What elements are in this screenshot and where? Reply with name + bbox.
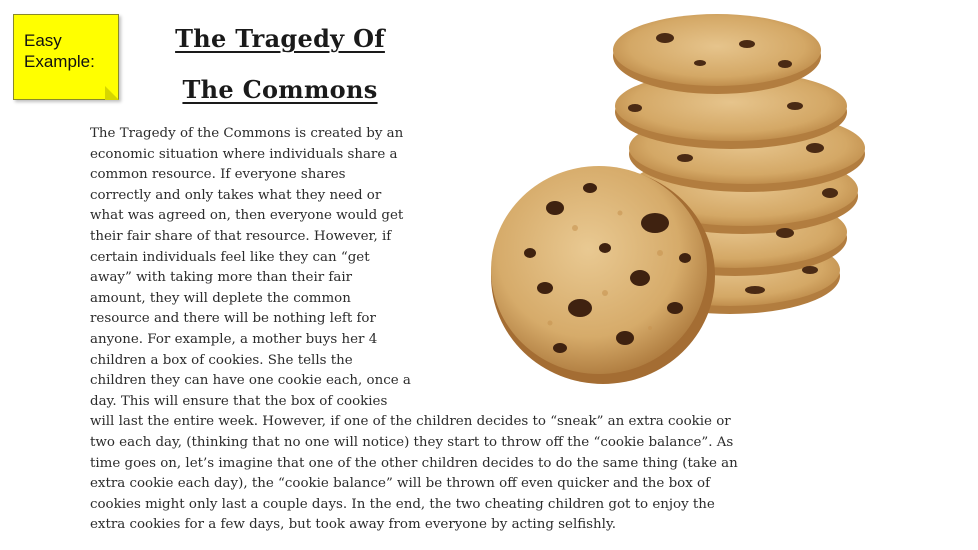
page-title-line-2: The Commons	[182, 75, 378, 104]
paragraph-line: The Tragedy of the Commons is created by an	[90, 126, 404, 141]
page-title-line-1: The Tragedy Of	[175, 24, 385, 53]
paragraph-line: anyone. For example, a mother buys her 4	[90, 331, 378, 347]
paragraph-line: amount, they will deplete the common	[90, 290, 351, 306]
sticky-note-fold-corner	[105, 86, 119, 100]
paragraph-line: cookies might only last a couple days. In the end, the two cheating children got to enjoy the	[90, 496, 715, 512]
paragraph-line: extra cookie each day), the “cookie balance” will be thrown off even quicker and the box of	[90, 476, 711, 492]
paragraph-line: children a box of cookies. She tells the	[90, 352, 353, 368]
paragraph-line: economic situation where individuals share a	[90, 146, 398, 162]
paragraph-line: extra cookies for a few days, but took away from everyone by acting selfishly.	[90, 517, 616, 533]
sticky-note-line-2: Example:	[24, 52, 95, 71]
easy-example-sticky-note	[13, 14, 119, 100]
paragraph-line: two each day, (thinking that no one will notice) they start to throw off the “cookie balance”. As	[90, 434, 734, 450]
body-paragraph	[90, 124, 738, 536]
paragraph-line: their fair share of that resource. However, if	[90, 228, 392, 244]
sticky-note-line-1: Easy	[24, 31, 62, 50]
paragraph-line: resource and there will be nothing left for	[90, 311, 376, 327]
paragraph-line: away” with taking more than their fair	[90, 270, 353, 286]
paragraph-line: will last the entire week. However, if one of the children decides to “sneak” an extra cookie or	[90, 414, 731, 430]
paragraph-line: children they can have one cookie each, once a	[90, 373, 411, 389]
paragraph-line: what was agreed on, then everyone would get	[90, 208, 404, 224]
paragraph-line: common resource. If everyone shares	[90, 167, 346, 183]
paragraph-line: certain individuals feel like they can “get	[90, 249, 370, 265]
paragraph-line: correctly and only takes what they need or	[90, 187, 382, 203]
paragraph-line: time goes on, let’s imagine that one of the other children decides to do the same thing (take an	[90, 455, 738, 471]
paragraph-line: day. This will ensure that the box of cookies	[90, 393, 388, 409]
